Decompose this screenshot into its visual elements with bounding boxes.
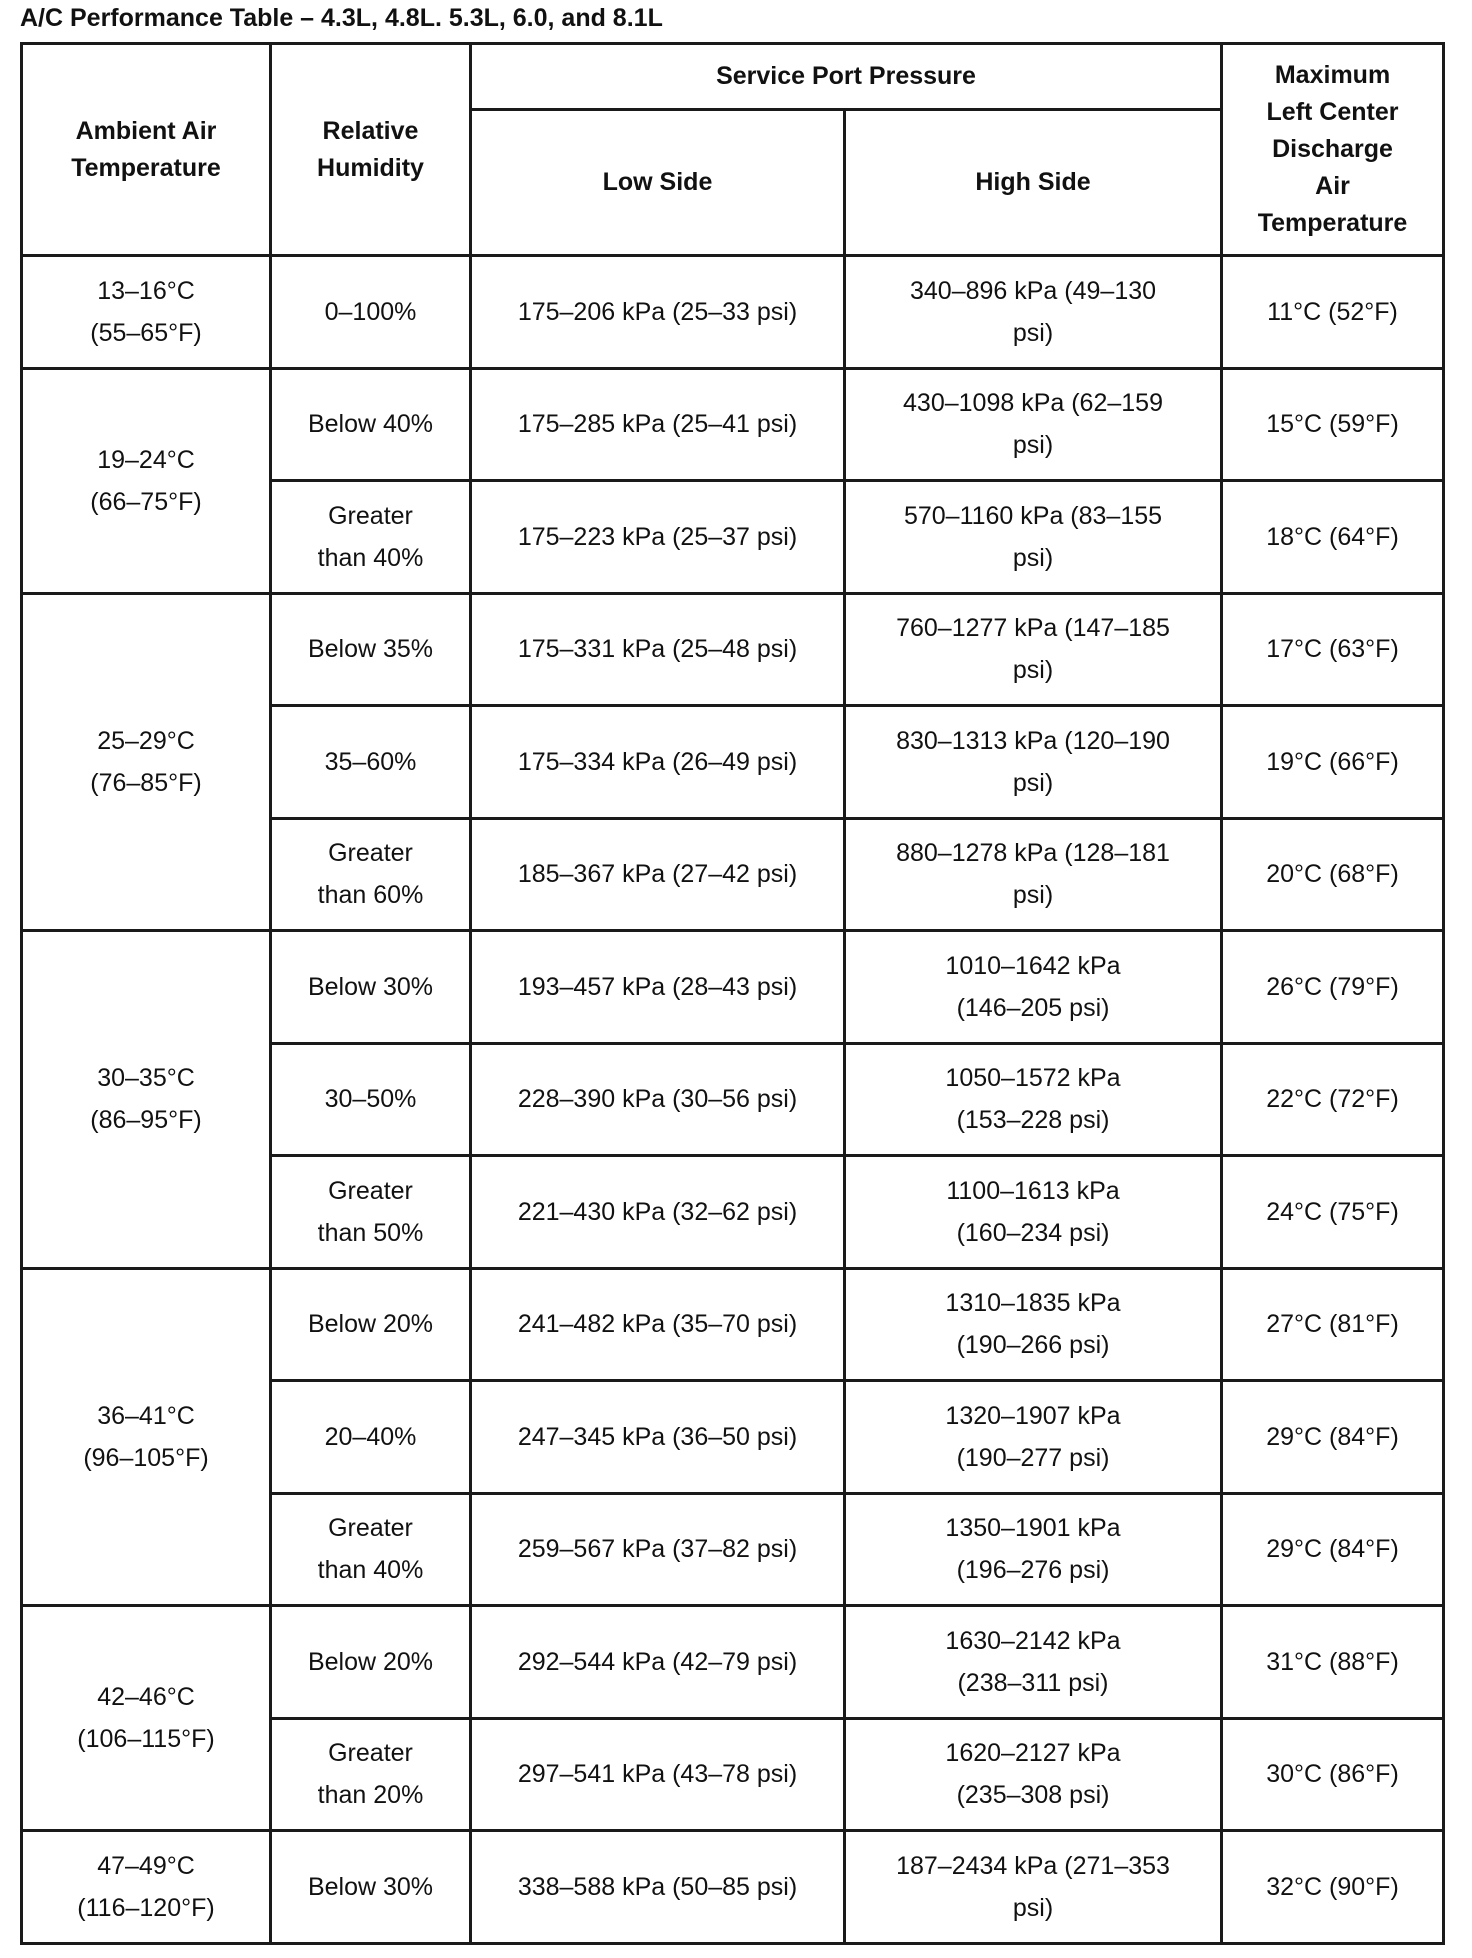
ac-performance-table <box>20 42 1445 1945</box>
low-side-cell: 297–541 kPa (43–78 psi) <box>471 1718 845 1831</box>
humidity-cell <box>271 1043 471 1156</box>
header-row-top <box>22 44 1444 110</box>
cell-line: 1320–1907 kPa <box>945 1401 1121 1430</box>
cell-line: 1010–1642 kPa <box>945 951 1121 980</box>
cell-line: Below 30% <box>307 1872 434 1901</box>
high-side-cell <box>845 818 1222 931</box>
cell-line: Below 30% <box>307 972 434 1001</box>
low-side-cell: 175–206 kPa (25–33 psi) <box>471 256 845 369</box>
ambient-temp-cell <box>22 1268 271 1606</box>
table-row <box>22 256 1444 369</box>
table-row <box>22 1606 1444 1719</box>
cell-line: 19–24°C <box>97 445 195 474</box>
cell-line: Below 20% <box>307 1310 434 1339</box>
cell-line: 570–1160 kPa (83–155 <box>903 501 1163 530</box>
ambient-temp-cell <box>22 1831 271 1944</box>
high-side-cell <box>845 1606 1222 1719</box>
cell-line: 30–50% <box>324 1085 417 1114</box>
header-high-side: High Side <box>845 110 1222 256</box>
cell-line: (106–115°F) <box>77 1725 215 1753</box>
low-side-cell: 175–334 kPa (26–49 psi) <box>471 706 845 819</box>
max-discharge-cell: 11°C (52°F) <box>1222 256 1444 369</box>
high-side-cell <box>845 706 1222 819</box>
cell-line: than 20% <box>317 1781 424 1810</box>
humidity-cell <box>271 818 471 931</box>
low-side-cell: 193–457 kPa (28–43 psi) <box>471 931 845 1044</box>
cell-line: 25–29°C <box>97 726 195 755</box>
low-side-cell: 175–285 kPa (25–41 psi) <box>471 368 845 481</box>
cell-line: 1100–1613 kPa <box>946 1176 1120 1205</box>
cell-line: (238–311 psi) <box>957 1668 1109 1697</box>
cell-line: than 50% <box>317 1218 424 1247</box>
cell-line: Below 35% <box>307 635 434 664</box>
cell-line: 340–896 kPa (49–130 <box>909 276 1157 305</box>
cell-line: 760–1277 kPa (147–185 <box>896 614 1170 643</box>
cell-line: 187–2434 kPa (271–353 <box>896 1851 1170 1880</box>
low-side-cell: 228–390 kPa (30–56 psi) <box>471 1043 845 1156</box>
high-side-cell <box>845 1718 1222 1831</box>
humidity-cell <box>271 1268 471 1381</box>
max-discharge-cell: 29°C (84°F) <box>1222 1493 1444 1606</box>
cell-line: Greater <box>328 501 413 530</box>
cell-line: (190–266 psi) <box>956 1331 1110 1360</box>
cell-line: (55–65°F) <box>90 318 202 347</box>
low-side-cell: 259–567 kPa (37–82 psi) <box>471 1493 845 1606</box>
high-side-cell <box>845 256 1222 369</box>
cell-line: 20–40% <box>324 1422 417 1451</box>
high-side-cell <box>845 481 1222 594</box>
header-max-discharge-air-temperature: Maximum Left Center Discharge Air Temperature <box>1222 44 1444 256</box>
cell-line: 13–16°C <box>97 276 195 305</box>
high-side-cell <box>845 1493 1222 1606</box>
cell-line: (190–277 psi) <box>956 1443 1110 1472</box>
table-row <box>22 368 1444 481</box>
cell-line: 47–49°C <box>97 1851 195 1880</box>
humidity-cell <box>271 1381 471 1494</box>
low-side-cell: 241–482 kPa (35–70 psi) <box>471 1268 845 1381</box>
high-side-cell <box>845 1831 1222 1944</box>
ambient-temp-cell <box>22 368 271 593</box>
cell-line: psi) <box>1012 656 1054 685</box>
table-row <box>22 593 1444 706</box>
cell-line: (66–75°F) <box>90 487 202 516</box>
high-side-cell <box>845 1268 1222 1381</box>
cell-line: Greater <box>328 1514 413 1543</box>
cell-line: 1310–1835 kPa <box>945 1289 1121 1318</box>
cell-line: 1050–1572 kPa <box>945 1064 1121 1093</box>
ambient-temp-cell <box>22 256 271 369</box>
cell-line: than 40% <box>317 543 424 572</box>
cell-line: (196–276 psi) <box>956 1556 1110 1585</box>
table-body <box>22 256 1444 1944</box>
ambient-temp-cell <box>22 593 271 931</box>
low-side-cell: 221–430 kPa (32–62 psi) <box>471 1156 845 1269</box>
high-side-cell <box>845 1156 1222 1269</box>
table-row <box>22 931 1444 1044</box>
header-ambient-air-temperature: Ambient Air Temperature <box>22 44 271 256</box>
table-header <box>22 44 1444 256</box>
max-discharge-cell: 32°C (90°F) <box>1222 1831 1444 1944</box>
cell-line: than 40% <box>317 1556 424 1585</box>
cell-line: Below 20% <box>307 1647 434 1676</box>
humidity-cell <box>271 931 471 1044</box>
max-discharge-cell: 31°C (88°F) <box>1222 1606 1444 1719</box>
low-side-cell: 175–223 kPa (25–37 psi) <box>471 481 845 594</box>
max-discharge-cell: 27°C (81°F) <box>1222 1268 1444 1381</box>
cell-line: Below 40% <box>307 410 434 439</box>
header-relative-humidity: Relative Humidity <box>271 44 471 256</box>
humidity-cell <box>271 368 471 481</box>
cell-line: Greater <box>328 1739 413 1768</box>
high-side-cell <box>845 593 1222 706</box>
max-discharge-cell: 30°C (86°F) <box>1222 1718 1444 1831</box>
ambient-temp-cell <box>22 931 271 1269</box>
low-side-cell: 338–588 kPa (50–85 psi) <box>471 1831 845 1944</box>
cell-line: 35–60% <box>324 747 417 776</box>
max-discharge-cell: 22°C (72°F) <box>1222 1043 1444 1156</box>
header-service-port-pressure: Service Port Pressure <box>471 44 1222 110</box>
cell-line: (235–308 psi) <box>956 1781 1110 1810</box>
low-side-cell: 175–331 kPa (25–48 psi) <box>471 593 845 706</box>
low-side-cell: 185–367 kPa (27–42 psi) <box>471 818 845 931</box>
cell-line: (116–120°F) <box>77 1893 215 1922</box>
cell-line: (76–85°F) <box>90 768 202 797</box>
cell-line: Greater <box>328 1176 413 1205</box>
cell-line: 42–46°C <box>97 1683 195 1711</box>
header-low-side: Low Side <box>471 110 845 256</box>
cell-line: 1620–2127 kPa <box>945 1739 1121 1768</box>
humidity-cell <box>271 593 471 706</box>
cell-line: 880–1278 kPa (128–181 <box>896 839 1170 868</box>
cell-line: (86–95°F) <box>90 1106 202 1135</box>
high-side-cell <box>845 1043 1222 1156</box>
humidity-cell <box>271 481 471 594</box>
max-discharge-cell: 26°C (79°F) <box>1222 931 1444 1044</box>
table-title: A/C Performance Table – 4.3L, 4.8L. 5.3L, 6.0, and 8.1L <box>20 4 663 32</box>
max-discharge-cell: 17°C (63°F) <box>1222 593 1444 706</box>
high-side-cell <box>845 1381 1222 1494</box>
max-discharge-cell: 29°C (84°F) <box>1222 1381 1444 1494</box>
cell-line: psi) <box>1012 543 1054 572</box>
humidity-cell <box>271 1606 471 1719</box>
max-discharge-cell: 19°C (66°F) <box>1222 706 1444 819</box>
high-side-cell <box>845 931 1222 1044</box>
humidity-cell <box>271 256 471 369</box>
cell-line: (160–234 psi) <box>956 1218 1110 1247</box>
cell-line: psi) <box>1012 1893 1054 1922</box>
cell-line: 1350–1901 kPa <box>945 1514 1121 1543</box>
ambient-temp-cell <box>22 1606 271 1831</box>
cell-line: psi) <box>1012 768 1054 797</box>
cell-line: 0–100% <box>324 297 417 326</box>
cell-line: psi) <box>1012 431 1054 460</box>
max-discharge-cell: 15°C (59°F) <box>1222 368 1444 481</box>
cell-line: Greater <box>328 839 413 868</box>
humidity-cell <box>271 1718 471 1831</box>
humidity-cell <box>271 1831 471 1944</box>
cell-line: 430–1098 kPa (62–159 <box>903 389 1163 418</box>
cell-line: psi) <box>1012 318 1054 347</box>
low-side-cell: 247–345 kPa (36–50 psi) <box>471 1381 845 1494</box>
table-row <box>22 1268 1444 1381</box>
cell-line: than 60% <box>317 881 424 910</box>
humidity-cell <box>271 1493 471 1606</box>
humidity-cell <box>271 706 471 819</box>
humidity-cell <box>271 1156 471 1269</box>
high-side-cell <box>845 368 1222 481</box>
cell-line: (153–228 psi) <box>956 1106 1110 1135</box>
cell-line: 1630–2142 kPa <box>945 1626 1121 1655</box>
cell-line: 30–35°C <box>97 1064 195 1093</box>
max-discharge-cell: 18°C (64°F) <box>1222 481 1444 594</box>
cell-line: 830–1313 kPa (120–190 <box>896 726 1170 755</box>
cell-line: psi) <box>1012 881 1054 910</box>
max-discharge-cell: 20°C (68°F) <box>1222 818 1444 931</box>
low-side-cell: 292–544 kPa (42–79 psi) <box>471 1606 845 1719</box>
cell-line: 36–41°C <box>97 1401 195 1430</box>
cell-line: (146–205 psi) <box>956 993 1110 1022</box>
cell-line: (96–105°F) <box>83 1443 209 1472</box>
max-discharge-cell: 24°C (75°F) <box>1222 1156 1444 1269</box>
table-row <box>22 1831 1444 1944</box>
